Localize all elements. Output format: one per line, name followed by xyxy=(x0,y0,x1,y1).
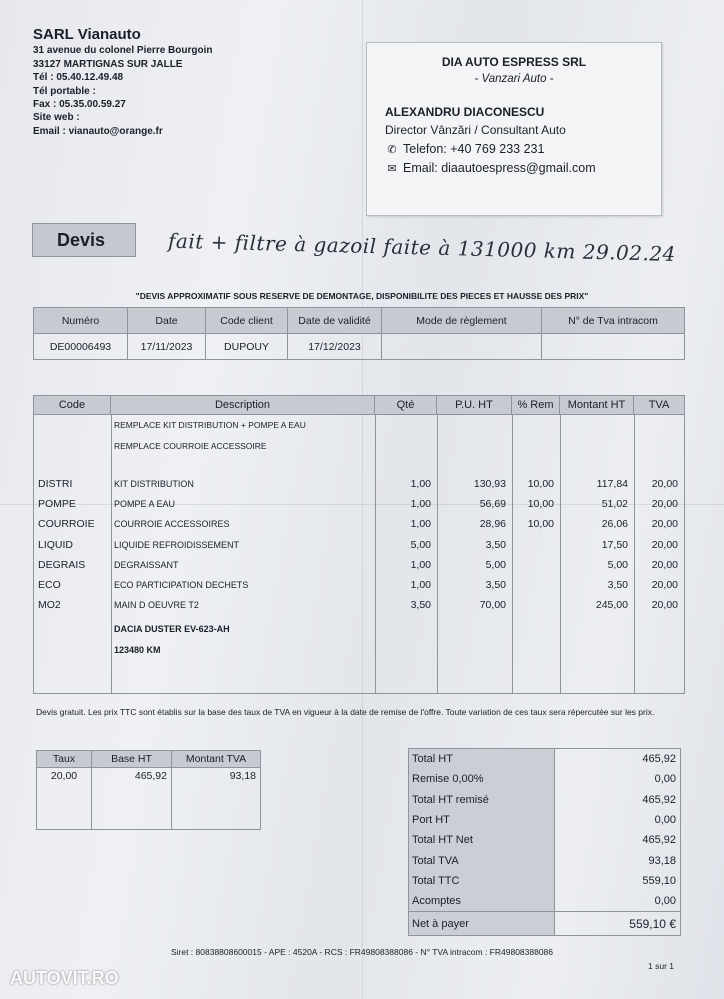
line-item-row xyxy=(34,518,684,538)
col-amount: Montant HT xyxy=(560,396,634,414)
client-code: DUPOUY xyxy=(206,334,288,360)
totals-label: Remise 0,00% xyxy=(409,769,555,789)
totals-value: 465,92 xyxy=(642,753,676,766)
line-description: ECO PARTICIPATION DECHETS xyxy=(114,580,249,590)
line-qty: 1,00 xyxy=(410,498,431,511)
line-vat: 20,00 xyxy=(651,518,678,531)
line-code: LIQUID xyxy=(38,538,74,551)
line-items-table xyxy=(33,395,685,694)
vat-rate: 20,00 xyxy=(37,768,92,830)
totals-label: Total TVA xyxy=(409,850,555,870)
line-vat: 20,00 xyxy=(651,538,678,551)
line-code: MO2 xyxy=(38,599,61,612)
company-tel: Tél : 05.40.12.49.48 xyxy=(33,72,124,84)
quote-header-table xyxy=(33,307,685,360)
card-email: Email: diaautoespress@gmail.com xyxy=(403,161,596,175)
line-item-row xyxy=(34,579,684,599)
totals-row xyxy=(409,749,680,769)
validity-date: 17/12/2023 xyxy=(288,334,382,360)
company-mobile: Tél portable : xyxy=(33,85,96,97)
line-description: LIQUIDE REFROIDISSEMENT xyxy=(114,539,240,550)
totals-label: Total TTC xyxy=(409,871,555,891)
header-col-vat: N° de Tva intracom xyxy=(542,308,685,334)
line-code: ECO xyxy=(38,579,61,591)
line-amount: 3,50 xyxy=(607,579,628,591)
line-description: DEGRAISSANT xyxy=(114,559,179,570)
vat-col-base: Base HT xyxy=(92,751,172,768)
handwritten-note: fait + filtre à gazoil faite à 131000 km 29.02.24 xyxy=(167,228,677,267)
company-block xyxy=(33,28,213,138)
line-code: DEGRAIS xyxy=(38,558,86,571)
totals-rows xyxy=(409,749,680,911)
vat-breakdown-table xyxy=(36,750,261,830)
line-description: KIT DISTRIBUTION xyxy=(114,479,194,489)
net-to-pay-row xyxy=(409,911,680,935)
totals-label: Port HT xyxy=(409,810,555,830)
line-qty: 1,00 xyxy=(410,518,431,531)
line-description: COURROIE ACCESSOIRES xyxy=(114,519,230,530)
payment-mode xyxy=(382,334,542,360)
line-unit-price: 28,96 xyxy=(479,518,506,531)
totals-value: 465,92 xyxy=(642,834,676,847)
vat-amount: 93,18 xyxy=(172,768,261,830)
quote-date: 17/11/2023 xyxy=(128,334,206,360)
company-fax: Fax : 05.35.00.59.27 xyxy=(33,99,126,111)
line-code: POMPE xyxy=(38,498,76,511)
watermark-logo: AUTOVIT.RO xyxy=(10,968,119,988)
line-items-header xyxy=(34,396,684,415)
line-unit-price: 5,00 xyxy=(485,558,506,571)
net-to-pay-value: 559,10 € xyxy=(629,916,676,931)
card-role: Director Vânzări / Consultant Auto xyxy=(385,123,566,137)
line-qty: 5,00 xyxy=(410,538,431,551)
totals-box xyxy=(408,748,681,936)
line-description: POMPE A EAU xyxy=(114,499,176,510)
line-discount: 10,00 xyxy=(527,518,554,531)
envelope-icon: ✉ xyxy=(387,162,397,175)
vat-col-rate: Taux xyxy=(37,751,92,768)
page-number: 1 sur 1 xyxy=(648,961,674,971)
vat-number xyxy=(542,334,685,360)
line-amount: 26,06 xyxy=(601,518,628,531)
card-phone: Telefon: +40 769 233 231 xyxy=(403,142,545,156)
line-qty: 3,50 xyxy=(410,599,431,612)
totals-row xyxy=(409,871,680,891)
line-amount: 117,84 xyxy=(596,478,628,490)
line-qty: 1,00 xyxy=(410,579,431,591)
totals-label: Acomptes xyxy=(409,891,555,911)
header-col-number: Numéro xyxy=(34,308,128,334)
card-phone-row xyxy=(385,142,643,156)
header-col-client: Code client xyxy=(206,308,288,334)
line-item-row xyxy=(34,539,684,559)
legal-text: Devis gratuit. Les prix TTC sont établis sur la base des taux de TVA en vigueur à la date de remise de l'offre. Toute variation de ces taux sera répercutée sur les prix. xyxy=(36,707,655,717)
line-unit-price: 56,69 xyxy=(479,498,506,511)
card-subtitle: - Vanzari Auto - xyxy=(474,73,554,85)
header-col-date: Date xyxy=(128,308,206,334)
company-address-1: 31 avenue du colonel Pierre Bourgoin xyxy=(33,45,213,57)
work-note: REMPLACE KIT DISTRIBUTION + POMPE A EAU xyxy=(114,420,306,430)
card-person: ALEXANDRU DIACONESCU xyxy=(385,105,545,119)
line-amount: 17,50 xyxy=(601,538,628,551)
line-vat: 20,00 xyxy=(651,498,678,511)
card-company: DIA AUTO ESPRESS SRL xyxy=(441,55,587,69)
totals-value: 559,10 xyxy=(642,874,676,887)
phone-icon: ✆ xyxy=(387,143,397,156)
vat-base: 465,92 xyxy=(92,768,172,830)
document-title: Devis xyxy=(32,223,136,257)
vehicle-label: DACIA DUSTER EV-623-AH xyxy=(114,624,230,634)
line-vat: 20,00 xyxy=(651,579,678,591)
company-name: SARL Vianauto xyxy=(33,26,141,43)
col-description: Description xyxy=(111,396,375,414)
line-discount: 10,00 xyxy=(527,478,554,490)
line-amount: 5,00 xyxy=(607,558,628,571)
net-to-pay-label: Net à payer xyxy=(409,912,555,935)
quote-number: DE00006493 xyxy=(34,334,128,360)
vat-col-amount: Montant TVA xyxy=(172,751,261,768)
totals-label: Total HT Net xyxy=(409,830,555,850)
totals-label: Total HT xyxy=(409,749,555,769)
totals-row xyxy=(409,850,680,870)
line-unit-price: 3,50 xyxy=(485,579,506,591)
business-card xyxy=(366,42,662,216)
line-vat: 20,00 xyxy=(651,478,678,490)
line-item-row xyxy=(34,498,684,518)
card-email-row xyxy=(385,161,643,175)
col-discount: % Rem xyxy=(512,396,560,414)
totals-value: 93,18 xyxy=(648,854,676,867)
line-amount: 51,02 xyxy=(601,498,628,511)
col-qty: Qté xyxy=(375,396,437,414)
totals-value: 465,92 xyxy=(642,793,676,806)
line-code: DISTRI xyxy=(38,478,73,490)
line-item-row xyxy=(34,559,684,579)
header-col-payment: Mode de règlement xyxy=(382,308,542,334)
totals-value: 0,00 xyxy=(654,895,676,908)
legal-footer: Siret : 80838808600015 - APE : 4520A - RCS : FR49808388086 - N° TVA intracom : FR49808388086 xyxy=(170,947,554,957)
totals-row xyxy=(409,830,680,850)
col-code: Code xyxy=(34,396,111,414)
company-web: Site web : xyxy=(33,112,80,124)
line-qty: 1,00 xyxy=(410,478,431,490)
line-code: COURROIE xyxy=(38,518,95,531)
line-item-row xyxy=(34,478,684,498)
line-vat: 20,00 xyxy=(651,599,678,612)
totals-row xyxy=(409,810,680,830)
mileage-label: 123480 KM xyxy=(114,645,161,655)
totals-row xyxy=(409,769,680,789)
line-unit-price: 70,00 xyxy=(479,599,506,612)
line-item-row xyxy=(34,599,684,619)
line-unit-price: 130,93 xyxy=(473,478,506,490)
company-address-2: 33127 MARTIGNAS SUR JALLE xyxy=(33,58,183,70)
totals-row xyxy=(409,891,680,911)
totals-value: 0,00 xyxy=(654,814,676,827)
quote-notice: "DEVIS APPROXIMATIF SOUS RESERVE DE DEMONTAGE, DISPONIBILITE DES PIECES ET HAUSSE DES PRIX" xyxy=(135,291,589,301)
totals-row xyxy=(409,790,680,810)
totals-value: 0,00 xyxy=(654,773,676,786)
col-vat: TVA xyxy=(648,399,670,411)
work-note: REMPLACE COURROIE ACCESSOIRE xyxy=(114,441,267,451)
line-qty: 1,00 xyxy=(410,558,431,571)
totals-label: Total HT remisé xyxy=(409,790,555,810)
line-amount: 245,00 xyxy=(595,599,628,612)
line-discount: 10,00 xyxy=(527,498,554,511)
line-description: MAIN D OEUVRE T2 xyxy=(114,600,199,611)
col-unit-price: P.U. HT xyxy=(437,396,512,414)
company-email: Email : vianauto@orange.fr xyxy=(33,125,163,137)
line-vat: 20,00 xyxy=(651,558,678,571)
header-col-validity: Date de validité xyxy=(288,308,382,334)
line-unit-price: 3,50 xyxy=(485,538,506,551)
